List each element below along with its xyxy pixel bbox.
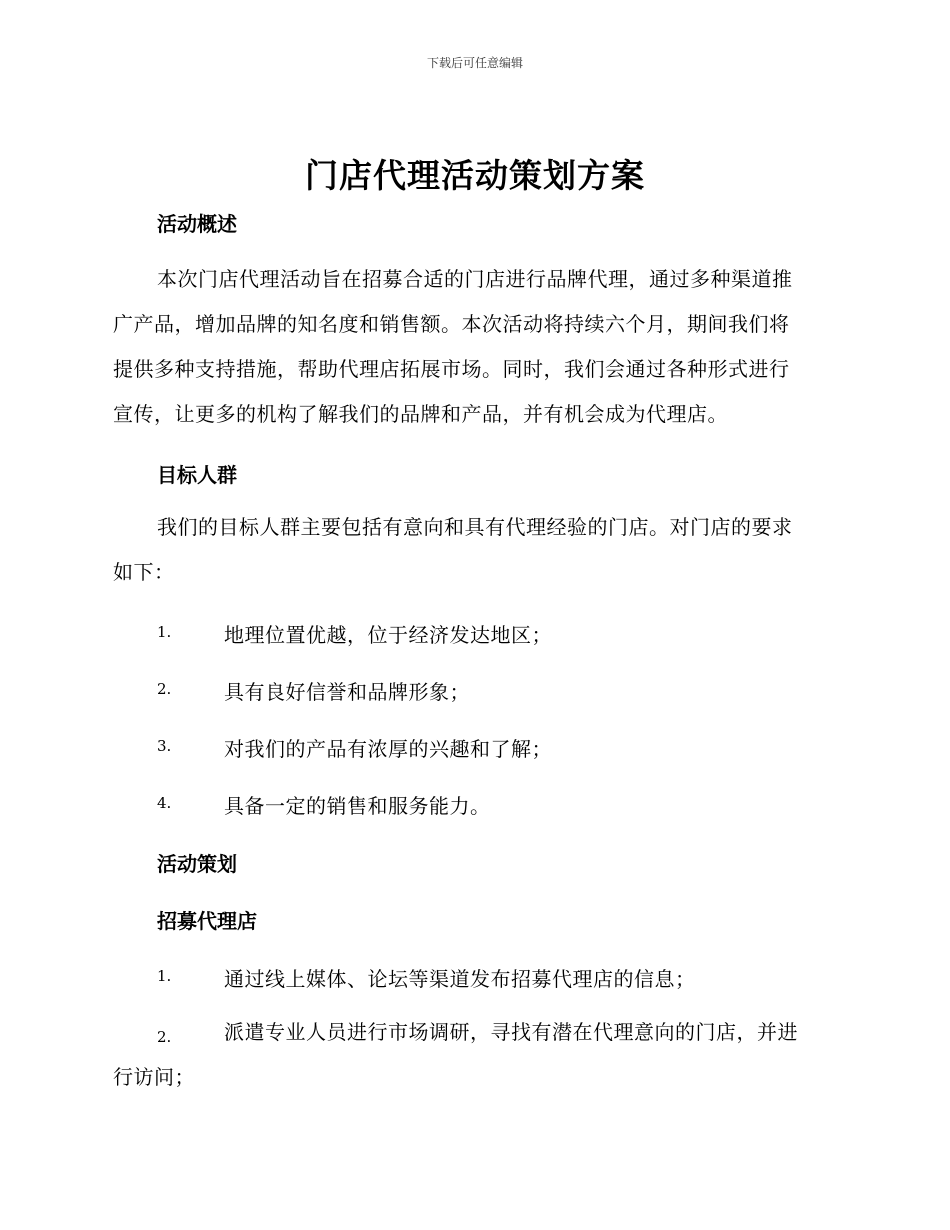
list-text: 地理位置优越，位于经济发达地区； (224, 623, 552, 647)
target-paragraph (113, 505, 843, 595)
list-text-continued: 行访问； (113, 1065, 195, 1089)
list-text: 派遣专业人员进行市场调研，寻找有潜在代理意向的门店，并进 (224, 1020, 798, 1044)
overview-paragraph (113, 257, 843, 437)
paragraph-line: 本次门店代理活动旨在招募合适的门店进行品牌代理，通过多种渠道推 (157, 267, 793, 291)
list-number: 4. (157, 794, 172, 812)
list-number: 1. (157, 623, 172, 641)
list-text: 具有良好信誉和品牌形象； (224, 680, 470, 704)
list-number: 2. (157, 1028, 172, 1046)
list-item (113, 1010, 843, 1100)
list-text: 具备一定的销售和服务能力。 (224, 794, 491, 818)
list-number: 3. (157, 737, 172, 755)
paragraph-line: 宣传，让更多的机构了解我们的品牌和产品，并有机会成为代理店。 (113, 402, 728, 426)
section-heading-plan: 活动策划 (157, 852, 237, 876)
paragraph-line: 广产品，增加品牌的知名度和销售额。本次活动将持续六个月，期间我们将 (113, 312, 790, 336)
paragraph-line: 提供多种支持措施，帮助代理店拓展市场。同时，我们会通过各种形式进行 (113, 357, 790, 381)
list-number: 2. (157, 680, 172, 698)
paragraph-line: 如下： (113, 560, 175, 584)
section-heading-overview: 活动概述 (157, 212, 237, 236)
subsection-heading-recruit: 招募代理店 (157, 909, 257, 933)
list-number: 1. (157, 967, 172, 985)
section-heading-target: 目标人群 (157, 463, 237, 487)
list-text: 通过线上媒体、论坛等渠道发布招募代理店的信息； (224, 967, 696, 991)
paragraph-line: 我们的目标人群主要包括有意向和具有代理经验的门店。对门店的要求 (157, 515, 793, 539)
document-title: 门店代理活动策划方案 (305, 156, 645, 195)
header-note: 下载后可任意编辑 (426, 56, 523, 70)
list-text: 对我们的产品有浓厚的兴趣和了解； (224, 737, 552, 761)
